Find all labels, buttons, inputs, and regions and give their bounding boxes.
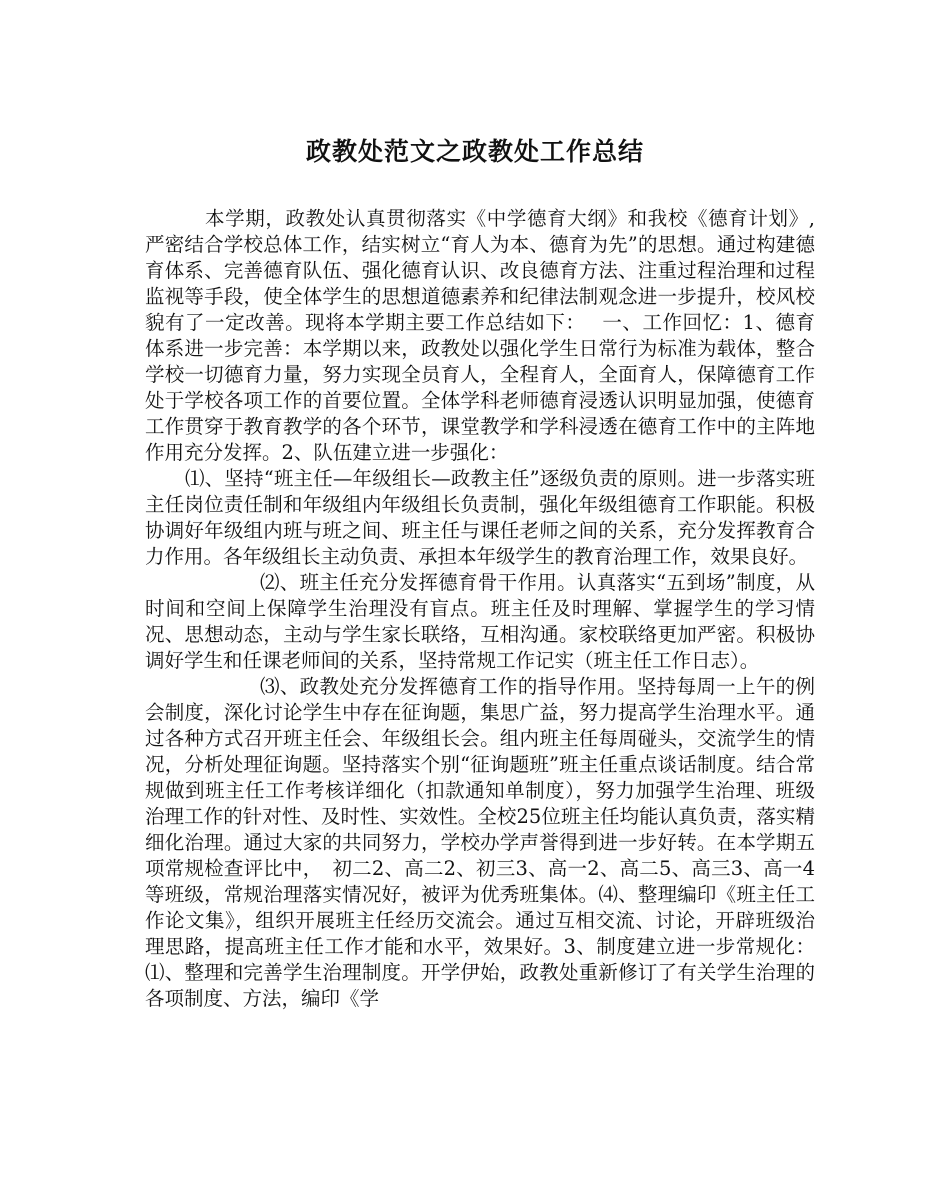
paragraph-item-3: ⑶、政教处充分发挥德育工作的指导作用。坚持每周一上午的例会制度，深化讨论学生中存在征询题，集思广益，努力提高学生治理水平。通过各种方式召开班主任会、年级组长会。组内班主任每周碰头，交流学生的情况，分析处理征询题。坚持落实个别“征询题班”班主任重点谈话制度。结合常规做到班主任工作考核详细化（扣款通知单制度），努力加强学生治理、班级治理工作的针对性、及时性、实效性。全校25位班主任均能认真负责，落实精细化治理。通过大家的共同努力，学校办学声誉得到进一步好转。在本学期五项常规检查评比中， 初二2、高二2、初三3、高一2、高二5、高三3、高一4等班级，常规治理落实情况好，被评为优秀班集体。⑷、整理编印《班主任工作论文集》，组织开展班主任经历交流会。通过互相交流、讨论，开辟班级治理思路，提高班主任工作才能和水平，效果好。3、制度建立进一步常规化：⑴、整理和完善学生治理制度。开学伊始，政教处重新修订了有关学生治理的各项制度、方法，编印《学: [145, 675, 815, 1010]
paragraph-item-2: ⑵、班主任充分发挥德育骨干作用。认真落实“五到场”制度，从时间和空间上保障学生治理没有盲点。班主任及时理解、掌握学生的学习情况、思想动态，主动与学生家长联络，互相沟通。家校联络更加严密。积极协调好学生和任课老师间的关系，坚持常规工作记实（班主任工作日志）。: [145, 571, 815, 672]
document-body: [145, 206, 815, 1012]
paragraph-intro: 本学期，政教处认真贯彻落实《中学德育大纲》和我校《德育计划》,严密结合学校总体工作，结实树立“育人为本、德育为先”的思想。通过构建德育体系、完善德育队伍、强化德育认识、改良德育方法、注重过程治理和过程监视等手段，使全体学生的思想道德素养和纪律法制观念进一步提升，校风校貌有了一定改善。现将本学期主要工作总结如下： 一、工作回忆：1、德育体系进一步完善：本学期以来，政教处以强化学生日常行为标准为载体，整合学校一切德育力量，努力实现全员育人，全程育人，全面育人，保障德育工作处于学校各项工作的首要位置。全体学科老师德育浸透认识明显加强，使德育工作贯穿于教育教学的各个环节，课堂教学和学科浸透在德育工作中的主阵地作用充分发挥。2、队伍建立进一步强化：: [145, 207, 815, 464]
document-title: 政教处范文之政教处工作总结: [305, 137, 644, 166]
paragraph-item-1: ⑴、坚持“班主任—年级组长—政教主任”逐级负责的原则。进一步落实班主任岗位责任制和年级组内年级组长负责制，强化年级组德育工作职能。积极协调好年级组内班与班之间、班主任与课任老师之间的关系，充分发挥教育合力作用。各年级组长主动负责、承担本年级学生的教育治理工作，效果良好。: [145, 467, 815, 568]
